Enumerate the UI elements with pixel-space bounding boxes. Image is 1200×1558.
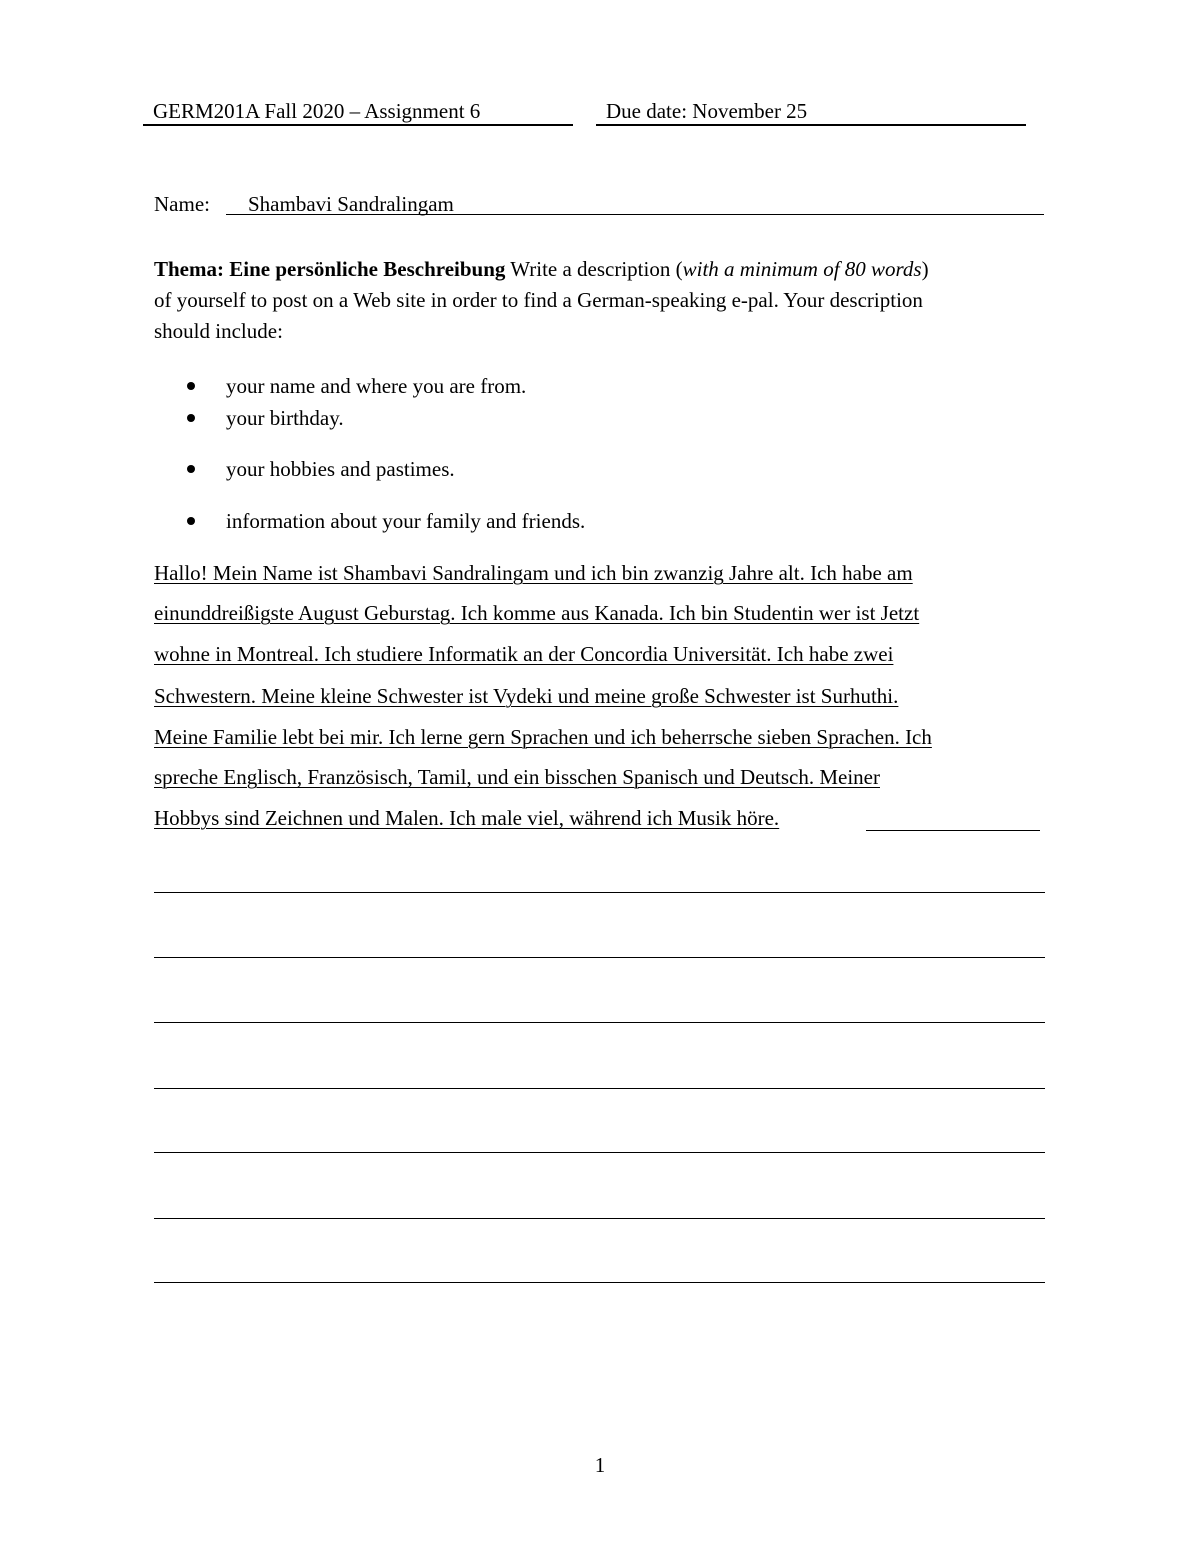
bullet-icon [187,465,195,473]
bullet-icon [187,414,195,422]
name-label: Name: [154,192,210,216]
response-last-line [154,804,1040,834]
bullet-icon [187,382,195,390]
instructions-line-1 [154,254,1054,285]
response-line: Meine Familie lebt bei mir. Ich lerne gern Sprachen und ich beherrsche sieben Sprachen. Ich [154,725,932,749]
response-underline-tail [866,830,1040,831]
page-number: 1 [594,1453,606,1477]
response-line: spreche Englisch, Französisch, Tamil, und ein bisschen Spanisch und Deutsch. Meiner [154,765,880,789]
bullet-text: your birthday. [226,406,344,430]
response-line: einunddreißigste August Geburstag. Ich komme aus Kanada. Ich bin Studentin wer ist Jetzt [154,601,920,625]
bullet-icon [187,517,195,525]
blank-writing-line[interactable] [154,957,1045,958]
blank-writing-line[interactable] [154,1088,1045,1089]
blank-writing-line[interactable] [154,1282,1045,1283]
response-line: wohne in Montreal. Ich studiere Informatik an der Concordia Universität. Ich habe zwei [154,642,894,666]
topic-label: Thema: Eine persönliche Beschreibung [154,257,506,281]
instructions-text-before: Write a description ( [505,257,683,281]
instructions [154,254,1054,347]
bullet-text: information about your family and friends. [226,509,586,533]
name-field[interactable]: Shambavi Sandralingam [226,191,1044,215]
blank-writing-line[interactable] [154,1152,1045,1153]
assignment-title: GERM201A Fall 2020 – Assignment 6 [143,98,573,126]
bullet-text: your hobbies and pastimes. [226,457,455,481]
blank-writing-line[interactable] [154,892,1045,893]
blank-writing-line[interactable] [154,1218,1045,1219]
blank-writing-line[interactable] [154,1022,1045,1023]
instructions-text-after: ) [921,257,929,281]
bullet-text: your name and where you are from. [226,374,527,398]
instructions-line-3: should include: [154,319,283,343]
response-line: Schwestern. Meine kleine Schwester ist Vydeki und meine große Schwester ist Surhuthi. [154,684,899,708]
instructions-emphasis: with a minimum of 80 words [682,257,922,281]
due-date: Due date: November 25 [596,98,1026,126]
response-line: Hallo! Mein Name ist Shambavi Sandralingam und ich bin zwanzig Jahre alt. Ich habe am [154,561,913,585]
instructions-line-2: of yourself to post on a Web site in order to find a German-speaking e-pal. Your description [154,288,923,312]
response-line: Hobbys sind Zeichnen und Malen. Ich male viel, während ich Musik höre. [154,806,780,830]
